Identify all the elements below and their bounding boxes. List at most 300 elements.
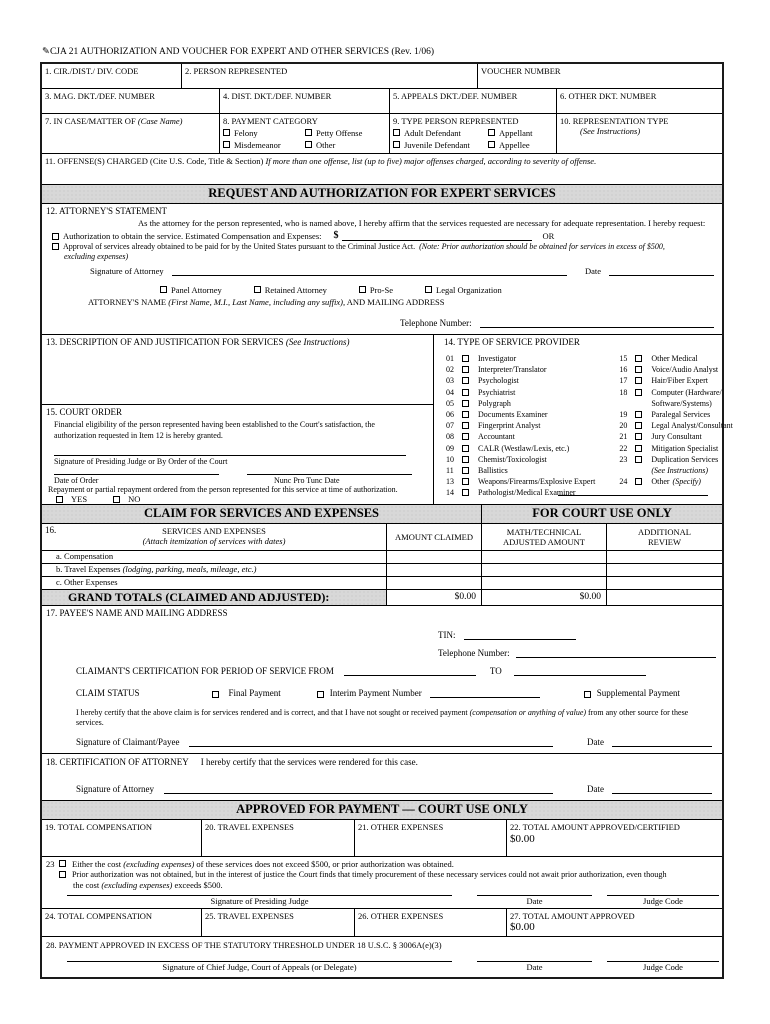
row-1 — [42, 64, 722, 89]
checkbox-repayment-no[interactable] — [113, 496, 120, 503]
presiding-judge-sig-label: Signature of Presiding Judge — [210, 896, 309, 906]
travel-expenses-25-label: 25. TRAVEL EXPENSES — [205, 911, 294, 921]
service-label: Jury Consultant — [651, 432, 702, 442]
attorney-date-line[interactable] — [609, 266, 714, 276]
checkbox-paralegal[interactable] — [635, 411, 642, 418]
judge-code-label: Judge Code — [643, 896, 683, 906]
option-appellee — [488, 140, 530, 150]
math-technical-line2: ADJUSTED AMOUNT — [503, 537, 585, 547]
option-adult-defendant-label: Adult Defendant — [404, 128, 461, 138]
service-label: Legal Analyst/Consultant — [651, 421, 733, 431]
checkbox-psychiatrist[interactable] — [462, 389, 469, 396]
option-23a-italic: (excluding expenses) — [123, 859, 195, 869]
service-item-10 — [446, 454, 595, 465]
total-approved-27-label: 27. TOTAL AMOUNT APPROVED — [510, 911, 635, 921]
payee-heading: 17. PAYEE'S NAME AND MAILING ADDRESS — [46, 608, 228, 618]
service-item-09 — [446, 443, 595, 454]
claimant-certification-label: CLAIMANT'S CERTIFICATION FOR PERIOD OF SERVICE FROM — [76, 666, 334, 676]
field-mag-dkt-number[interactable] — [42, 89, 220, 113]
checkbox-calr[interactable] — [462, 445, 469, 452]
section-service-provider — [434, 335, 733, 504]
service-label: Pathologist/Medical Examiner — [478, 488, 576, 498]
checkbox-prior-authorization[interactable] — [59, 871, 66, 878]
tin-label: TIN: — [438, 630, 456, 640]
total-compensation-19-label: 19. TOTAL COMPENSATION — [45, 822, 153, 832]
option-23a-2: of these services does not exceed $500, or prior authorization was obtained. — [196, 859, 454, 869]
checkbox-petty-offense[interactable] — [305, 129, 312, 136]
field-representation-type[interactable] — [557, 114, 722, 153]
checkbox-appellee[interactable] — [488, 141, 495, 148]
legal-organization-label: Legal Organization — [436, 285, 502, 295]
option-other-person — [393, 152, 484, 153]
checkbox-other-service[interactable] — [635, 478, 642, 485]
checkbox-juvenile-defendant[interactable] — [393, 141, 400, 148]
service-num: 11 — [446, 466, 454, 476]
section-certification-attorney — [42, 754, 722, 801]
option-juvenile-defendant — [393, 140, 488, 150]
claimant-date-label: Date — [587, 737, 604, 747]
field-other-dkt-number[interactable] — [557, 89, 722, 113]
checkbox-chemist[interactable] — [462, 456, 469, 463]
service-label: Documents Examiner — [478, 410, 548, 420]
field-other-dkt-label: 6. OTHER DKT. NUMBER — [560, 91, 657, 101]
section-payee — [42, 606, 722, 754]
checkbox-duplication[interactable] — [635, 456, 642, 463]
checkbox-misdemeanor[interactable] — [223, 141, 230, 148]
nunc-pro-tunc-line[interactable] — [247, 474, 412, 475]
claim-bands-row — [42, 505, 722, 524]
service-provider-columns — [446, 353, 733, 499]
representation-type-label: 10. REPRESENTATION TYPE — [560, 116, 669, 126]
service-label-specify: (Specify) — [672, 477, 701, 487]
service-item-23 — [619, 454, 733, 465]
service-label: Ballistics — [478, 466, 508, 476]
row-2 — [42, 89, 722, 114]
checkbox-supplemental-payment[interactable] — [584, 691, 591, 698]
service-item-24 — [619, 476, 733, 487]
field-case-matter-note: (Case Name) — [137, 116, 183, 126]
checkbox-felony[interactable] — [223, 129, 230, 136]
certification-attorney-row — [46, 757, 418, 767]
type-person-row1 — [393, 128, 553, 138]
checkbox-jury-consultant[interactable] — [635, 433, 642, 440]
grand-total-adjusted-value: $0.00 — [482, 590, 607, 605]
representation-type-note: (See Instructions) — [580, 126, 641, 136]
field-case-matter-label: 7. IN CASE/MATTER OF — [45, 116, 136, 126]
table16-row-c — [42, 577, 722, 590]
approval-option-label: Approval of services already obtained to be paid for by the United States pursuant to the Criminal Justice Act. — [63, 242, 416, 251]
row-other-expenses-label — [42, 577, 387, 589]
other-adjusted[interactable] — [482, 577, 607, 589]
service-label: Fingerprint Analyst — [478, 421, 541, 431]
service-item-14 — [446, 487, 595, 498]
service-num: 21 — [619, 432, 628, 442]
payee-phone-label: Telephone Number: — [438, 648, 510, 658]
service-item-08 — [446, 431, 595, 442]
description-heading: 13. DESCRIPTION OF AND JUSTIFICATION FOR SERVICES — [46, 337, 284, 347]
field-case-matter[interactable] — [42, 114, 220, 153]
field-person-represented-label: 2. PERSON REPRESENTED — [185, 66, 288, 76]
checkbox-psychologist[interactable] — [462, 377, 469, 384]
other-person-line[interactable] — [426, 152, 484, 153]
checkbox-final-payment[interactable] — [212, 691, 219, 698]
service-item-11 — [446, 465, 595, 476]
total-approved-22-value: $0.00 — [510, 833, 535, 845]
service-num: 03 — [446, 376, 454, 386]
option-misdemeanor-label: Misdemeanor — [234, 140, 281, 150]
field-other-expenses-26[interactable] — [355, 909, 507, 936]
authorization-option-label: Authorization to obtain the service. Estimated Compensation and Expenses: — [63, 231, 322, 241]
section-attorney-statement — [42, 204, 722, 335]
field-appeals-dkt-number[interactable] — [390, 89, 557, 113]
claimant-signature-line[interactable] — [189, 737, 553, 747]
compensation-label: a. Compensation — [56, 551, 114, 561]
option-appeal — [223, 152, 305, 153]
judge-code-block — [607, 895, 719, 906]
panel-attorney-label: Panel Attorney — [171, 285, 222, 295]
pen-icon: ✎ — [42, 47, 50, 57]
period-to-line[interactable] — [514, 666, 646, 676]
claimant-signature-label: Signature of Claimant/Payee — [76, 737, 180, 747]
judge-date-block — [477, 895, 592, 906]
attorney-name-label: ATTORNEY'S NAME — [88, 297, 167, 307]
service-provider-heading: 14. TYPE OF SERVICE PROVIDER — [444, 337, 580, 347]
attorney-cert-signature-label: Signature of Attorney — [76, 784, 154, 794]
attorney-name-note: (First Name, M.I., Last Name, including any suffix), — [168, 297, 346, 307]
checkbox-interpreter[interactable] — [462, 366, 469, 373]
left-column-13-15 — [42, 335, 434, 504]
service-label: Chemist/Toxicologist — [478, 454, 547, 464]
certify-text-2: from any other source for these — [588, 708, 689, 717]
service-num: 04 — [446, 387, 454, 397]
dollar-sign: $ — [333, 230, 339, 241]
checkbox-fingerprint-analyst[interactable] — [462, 422, 469, 429]
service-num: 07 — [446, 421, 454, 431]
service-item-22 — [619, 443, 733, 454]
service-num: 18 — [619, 387, 628, 397]
option-petty-offense-label: Petty Offense — [316, 128, 363, 138]
field-person-represented[interactable] — [182, 64, 478, 88]
option-retained-attorney — [254, 285, 327, 295]
telephone-number-line[interactable] — [480, 318, 714, 328]
service-num: 19 — [619, 410, 628, 420]
sections-13-14-15 — [42, 335, 733, 505]
band-approved-payment: APPROVED FOR PAYMENT — COURT USE ONLY — [42, 801, 722, 820]
service-label: Psychiatrist — [478, 387, 516, 397]
checkbox-legal-organization[interactable] — [425, 286, 432, 293]
service-num: 15 — [619, 354, 628, 363]
field-travel-expenses-20[interactable] — [202, 820, 355, 856]
chief-judge-code-label: Judge Code — [643, 962, 683, 972]
field-other-expenses-21[interactable] — [355, 820, 507, 856]
service-item-04 — [446, 387, 595, 398]
pro-se-label: Pro-Se — [369, 285, 393, 295]
field-payment-category — [220, 114, 390, 153]
field-dist-dkt-number[interactable] — [220, 89, 390, 113]
service-num: 09 — [446, 443, 454, 453]
field-total-approved-27[interactable] — [507, 909, 722, 936]
field-voucher-number[interactable] — [478, 64, 722, 88]
travel-review[interactable] — [607, 564, 722, 576]
type-person-row2 — [393, 140, 553, 150]
option-23b-3: exceeds $500. — [174, 880, 223, 890]
other-expenses-26-label: 26. OTHER EXPENSES — [358, 911, 444, 921]
additional-review-line1: ADDITIONAL — [638, 527, 691, 537]
retained-attorney-label: Retained Attorney — [264, 285, 327, 295]
checkbox-interim-payment[interactable] — [317, 691, 324, 698]
checkbox-adult-defendant[interactable] — [393, 129, 400, 136]
payee-phone-row — [438, 648, 716, 658]
description-note: (See Instructions) — [285, 337, 350, 347]
field-total-approved-22[interactable] — [507, 820, 722, 856]
checkbox-documents-examiner[interactable] — [462, 411, 469, 418]
service-label: Investigator — [478, 354, 517, 363]
field-voucher-number-label: VOUCHER NUMBER — [481, 66, 561, 76]
signature-of-attorney-line[interactable] — [172, 266, 567, 276]
option-legal-organization — [425, 285, 502, 295]
field-total-compensation-24[interactable] — [42, 909, 202, 936]
checkbox-cost-not-exceed[interactable] — [59, 860, 66, 867]
checkbox-ballistics[interactable] — [462, 467, 469, 474]
grand-total-review-cell — [607, 590, 722, 605]
table16-col-services — [42, 524, 387, 550]
checkbox-panel-attorney[interactable] — [160, 286, 167, 293]
presiding-judge-sig-block — [67, 895, 452, 906]
checkbox-polygraph[interactable] — [462, 400, 469, 407]
service-label: Voice/Audio Analyst — [651, 365, 719, 375]
field-type-person — [390, 114, 557, 153]
chief-judge-date-block — [477, 961, 592, 972]
attorney-cert-date-line[interactable] — [612, 784, 712, 794]
amount-claimed-header: AMOUNT CLAIMED — [387, 524, 482, 550]
other-review[interactable] — [607, 577, 722, 589]
checkbox-appellant[interactable] — [488, 129, 495, 136]
claimant-certification-row — [76, 666, 646, 676]
authorization-option-row — [52, 230, 554, 241]
service-num: 20 — [619, 421, 628, 431]
services-expenses-note: (Attach itemization of services with dates) — [142, 536, 286, 546]
table16-totals-row — [42, 590, 722, 606]
attorney-cert-signature-row — [76, 784, 712, 794]
travel-amount-claimed[interactable] — [387, 564, 482, 576]
presiding-judge-signature-line[interactable] — [54, 455, 406, 456]
offenses-charged-label: 11. OFFENSE(S) CHARGED (Cite U.S. Code, Title & Section) — [45, 156, 264, 166]
option-23b-row — [59, 870, 720, 879]
description-heading-row — [46, 337, 350, 347]
service-item-07 — [446, 420, 595, 431]
section-description-justification[interactable] — [42, 335, 433, 405]
attorney-cert-date-label: Date — [587, 784, 604, 794]
checkbox-repayment-yes[interactable] — [56, 496, 63, 503]
option-23a-1: Either the cost — [72, 859, 122, 869]
travel-note: (lodging, parking, meals, mileage, etc.) — [122, 564, 257, 574]
attorney-type-row — [160, 285, 502, 295]
option-23b-text: Prior authorization was not obtained, but in the interest of justice the Court finds that timely procurement of these necessary services could not await prior authorization, even though — [72, 870, 667, 879]
checkbox-investigator[interactable] — [462, 355, 469, 362]
section-28 — [42, 937, 722, 977]
compensation-amount-claimed[interactable] — [387, 551, 482, 563]
interim-payment-number-line[interactable] — [430, 688, 540, 698]
claim-status-label: CLAIM STATUS — [76, 688, 140, 698]
service-num: 05 — [446, 398, 454, 408]
service-label: Mitigation Specialist — [651, 443, 719, 453]
service-label: Accountant — [478, 432, 515, 442]
service-num: 08 — [446, 432, 454, 442]
final-payment-label: Final Payment — [228, 688, 281, 698]
field-offenses-charged[interactable] — [42, 154, 722, 184]
court-order-heading: 15. COURT ORDER — [46, 407, 123, 417]
nunc-pro-tunc-label: Nunc Pro Tunc Date — [274, 476, 340, 485]
payment-category-row1 — [223, 128, 386, 138]
tin-line[interactable] — [464, 630, 576, 640]
service-item-21 — [619, 431, 733, 442]
service-item-02 — [446, 364, 595, 375]
option-panel-attorney — [160, 285, 222, 295]
option-23b-italic: (excluding expenses) — [101, 880, 173, 890]
certify-text-italic: (compensation or anything of value) — [469, 708, 587, 717]
service-label-note: (See Instructions) — [651, 466, 708, 476]
compensation-adjusted[interactable] — [482, 551, 607, 563]
service-item-05 — [446, 398, 595, 409]
service-item-18 — [619, 387, 733, 398]
service-num: 13 — [446, 477, 454, 487]
compensation-review[interactable] — [607, 551, 722, 563]
approval-option-note: (Note: Prior authorization should be obtained for services in excess of $500, — [419, 242, 665, 251]
option-other-payment-label: Other — [316, 140, 336, 150]
service-label: Psychologist — [478, 376, 519, 386]
row-24-27 — [42, 909, 722, 937]
payment-category-label: 8. PAYMENT CATEGORY — [223, 116, 318, 126]
section-court-order — [42, 405, 433, 504]
item-23-number: 23 — [46, 859, 55, 869]
supplemental-payment-label: Supplemental Payment — [596, 688, 681, 698]
band-court-use-only: FOR COURT USE ONLY — [482, 505, 722, 523]
service-num: 16 — [619, 365, 628, 375]
section-23 — [42, 857, 722, 909]
certify-text-3: services. — [76, 718, 104, 727]
other-service-line[interactable] — [558, 495, 708, 496]
checkbox-pro-se[interactable] — [359, 286, 366, 293]
service-item-19 — [619, 409, 733, 420]
travel-label: b. Travel Expenses — [56, 564, 121, 574]
travel-adjusted[interactable] — [482, 564, 607, 576]
field-travel-expenses-25[interactable] — [202, 909, 355, 936]
form-title — [42, 46, 434, 57]
table16-row-a — [42, 551, 722, 564]
tin-row — [438, 630, 576, 640]
attorney-phone-row — [400, 318, 714, 328]
service-label-cont: Software/Systems) — [651, 398, 712, 408]
other-expenses-label: c. Other Expenses — [56, 577, 118, 587]
claim-status-row — [76, 688, 680, 698]
checkbox-pathologist[interactable] — [462, 489, 469, 496]
service-num: 01 — [446, 354, 454, 363]
option-felony-label: Felony — [234, 128, 258, 138]
field-total-compensation-19[interactable] — [42, 820, 202, 856]
service-num: 06 — [446, 410, 454, 420]
date-of-order-line[interactable] — [54, 474, 219, 475]
attorney-cert-signature-line[interactable] — [164, 784, 553, 794]
band-claim-services: CLAIM FOR SERVICES AND EXPENSES — [42, 505, 482, 523]
grand-total-claimed-value: $0.00 — [387, 590, 482, 605]
payee-phone-line[interactable] — [516, 648, 716, 658]
checkbox-voice-audio[interactable] — [635, 366, 642, 373]
service-item-06 — [446, 409, 595, 420]
other-payment-line[interactable] — [305, 152, 367, 153]
checkbox-legal-analyst[interactable] — [635, 422, 642, 429]
checkbox-computer[interactable] — [635, 389, 642, 396]
other-expenses-21-label: 21. OTHER EXPENSES — [358, 822, 444, 832]
option-other-person-label — [404, 152, 423, 153]
total-approved-27-value: $0.00 — [510, 921, 535, 933]
checkbox-approval[interactable] — [52, 243, 59, 250]
grand-totals-label: GRAND TOTALS (CLAIMED AND ADJUSTED): — [42, 590, 387, 605]
or-label: OR — [542, 231, 555, 241]
approval-option-note2: excluding expenses) — [64, 252, 129, 261]
option-other-payment — [305, 140, 335, 150]
checkbox-weapons-expert[interactable] — [462, 478, 469, 485]
option-appellant — [488, 128, 533, 138]
row-19-22 — [42, 820, 722, 857]
attorney-name-label2: AND MAILING ADDRESS — [346, 297, 445, 307]
field-cir-dist-div-code[interactable] — [42, 64, 182, 88]
row-compensation-label — [42, 551, 387, 563]
type-person-label: 9. TYPE PERSON REPRESENTED — [393, 116, 519, 126]
service-num: 14 — [446, 488, 454, 498]
attorney-statement-intro: As the attorney for the person represented, who is named above, I hereby affirm that the services requested are necessary for adequate representation. I hereby request: — [138, 218, 706, 228]
other-amount-claimed[interactable] — [387, 577, 482, 589]
service-num: 22 — [619, 443, 628, 453]
signature-of-attorney-label: Signature of Attorney — [90, 266, 164, 276]
attorney-signature-row — [90, 266, 714, 276]
field-cir-dist-div-code-label: 1. CIR./DIST./ DIV. CODE — [45, 66, 139, 76]
math-technical-header — [482, 524, 607, 550]
option-appeal-label — [234, 152, 259, 153]
option-felony — [223, 128, 305, 138]
checkbox-hair-fiber[interactable] — [635, 377, 642, 384]
row-4 — [42, 154, 722, 185]
claimant-date-line[interactable] — [612, 737, 712, 747]
option-adult-defendant — [393, 128, 488, 138]
service-num: 24 — [619, 477, 628, 487]
additional-review-header — [607, 524, 722, 550]
total-compensation-24-label: 24. TOTAL COMPENSATION — [45, 911, 153, 921]
option-petty-offense — [305, 128, 362, 138]
claimant-certify-text — [76, 708, 722, 728]
checkbox-other-medical[interactable] — [635, 355, 642, 362]
checkbox-retained-attorney[interactable] — [254, 286, 261, 293]
service-label: Other Medical — [651, 354, 698, 363]
attorney-name-row[interactable] — [88, 297, 445, 307]
period-from-line[interactable] — [344, 666, 476, 676]
field-appeals-dkt-label: 5. APPEALS DKT./DEF. NUMBER — [393, 91, 518, 101]
service-label: Duplication Services — [651, 454, 719, 464]
repayment-yes-label: YES — [71, 494, 88, 504]
certification-attorney-heading: 18. CERTIFICATION OF ATTORNEY — [46, 757, 189, 767]
excess-threshold-heading: 28. PAYMENT APPROVED IN EXCESS OF THE STATUTORY THRESHOLD UNDER 18 U.S.C. § 3006A(e)(3) — [46, 940, 442, 950]
option-misdemeanor — [223, 140, 305, 150]
checkbox-other-payment[interactable] — [305, 141, 312, 148]
checkbox-accountant[interactable] — [462, 433, 469, 440]
checkbox-authorization[interactable] — [52, 233, 59, 240]
payment-category-row2 — [223, 140, 386, 150]
date-of-order-label: Date of Order — [54, 476, 99, 485]
service-item-13 — [446, 476, 595, 487]
service-num: 02 — [446, 365, 454, 375]
to-label: TO — [489, 666, 502, 676]
estimated-compensation-line[interactable] — [342, 232, 532, 241]
checkbox-mitigation[interactable] — [635, 445, 642, 452]
